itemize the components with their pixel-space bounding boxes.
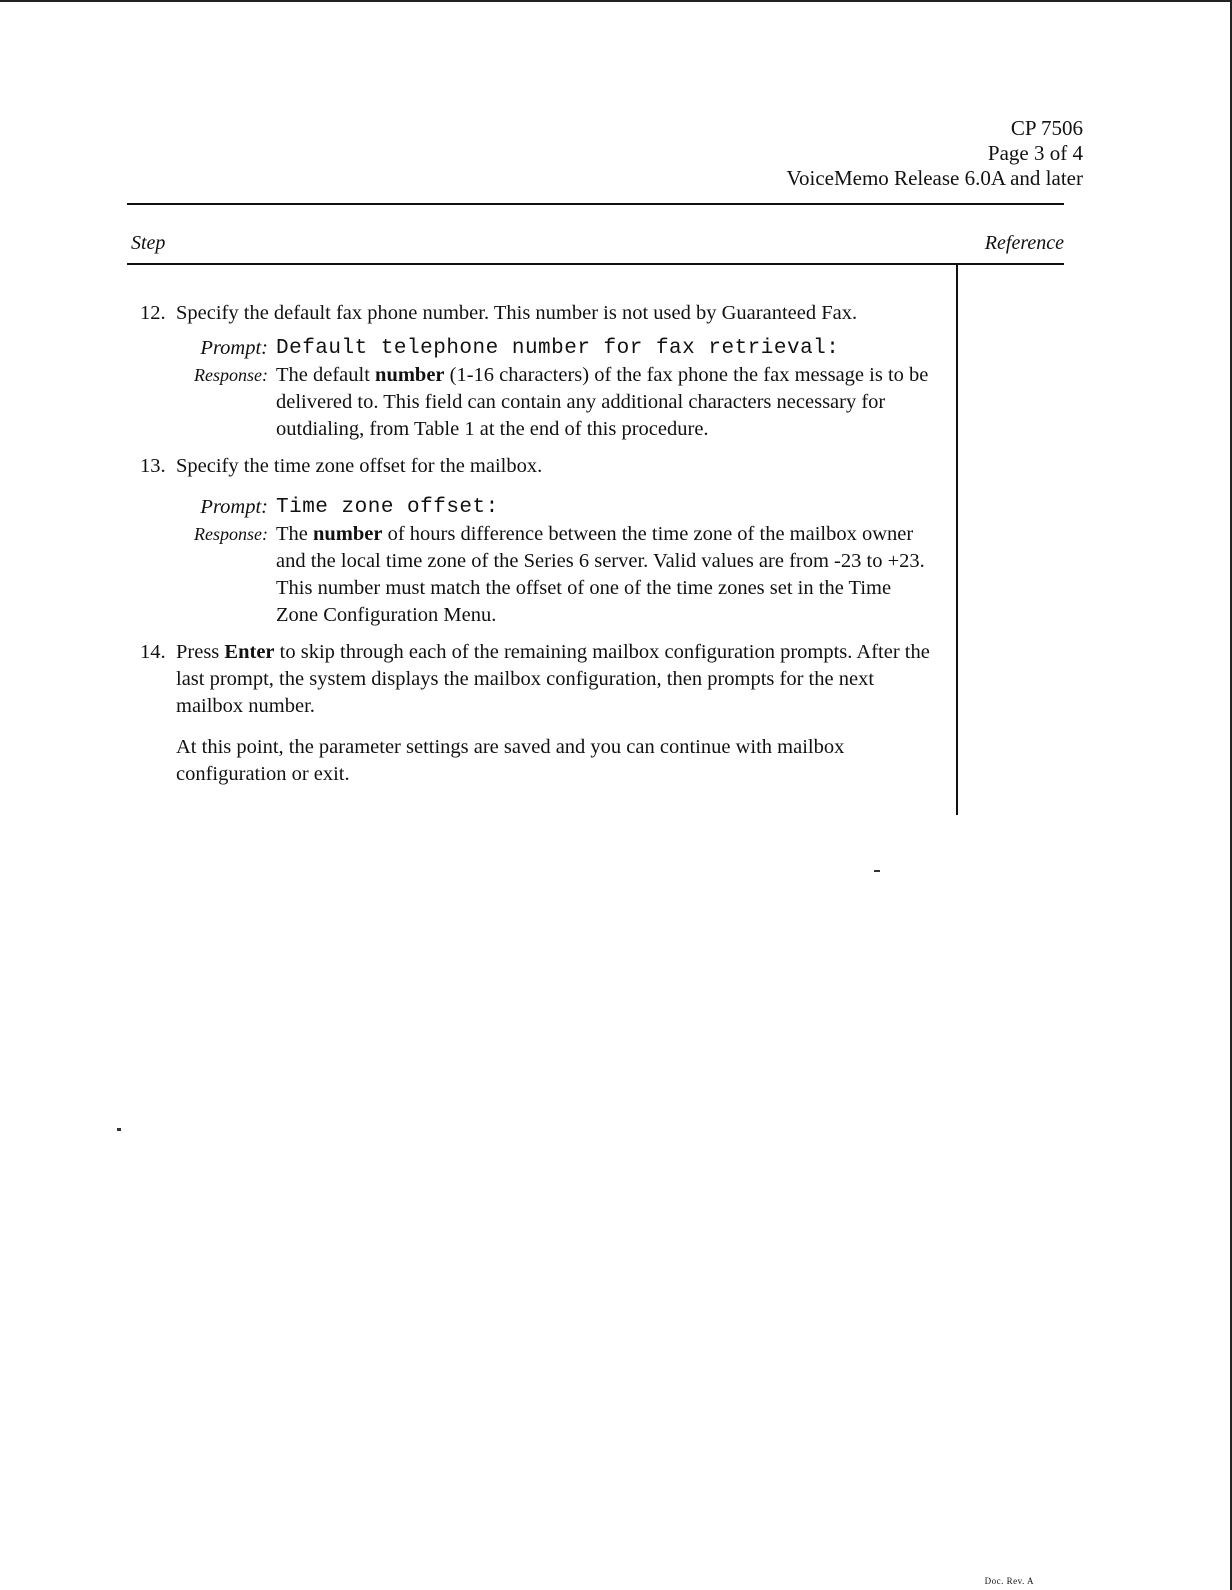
prompt-label: Prompt: bbox=[200, 337, 268, 359]
step-column-heading: Step bbox=[131, 232, 166, 254]
response-text bbox=[276, 362, 930, 443]
page-number: Page 3 of 4 bbox=[987, 141, 1083, 165]
response-keyword: number bbox=[313, 523, 383, 545]
instruction-start: Press bbox=[176, 641, 225, 663]
response-row bbox=[176, 521, 930, 629]
instruction-end: to skip through each of the remaining mailbox configuration prompts. After the last prompt, the system displays the mailbox configuration, then prompts for the next mailbox number. bbox=[176, 641, 930, 717]
document-revision: Doc. Rev. A bbox=[984, 1576, 1034, 1586]
step-number: 12. bbox=[140, 302, 166, 324]
header-rule bbox=[127, 203, 1064, 205]
response-text bbox=[276, 521, 930, 629]
response-keyword: number bbox=[375, 364, 445, 386]
response-label: Response: bbox=[194, 365, 268, 385]
response-row bbox=[176, 362, 930, 443]
scan-mark bbox=[874, 870, 880, 872]
step-instruction bbox=[176, 639, 930, 720]
prompt-row bbox=[176, 335, 930, 362]
doc-id: CP 7506 bbox=[1010, 116, 1083, 140]
response-text-end: (1-16 characters) of the fax phone the fax message is to be delivered to. This field can contain any additional characters necessary for outdialing, from Table 1 at the end of this procedure. bbox=[276, 364, 929, 440]
step-12 bbox=[130, 300, 930, 443]
prompt-text: Default telephone number for fax retrieval: bbox=[276, 337, 840, 360]
step-instruction: Specify the default fax phone number. This number is not used by Guaranteed Fax. bbox=[176, 302, 858, 324]
prompt-row bbox=[176, 494, 930, 521]
response-text-start: The bbox=[276, 523, 313, 545]
scan-mark bbox=[117, 1128, 121, 1131]
step-number: 13. bbox=[140, 455, 166, 477]
step-13 bbox=[130, 453, 930, 629]
step-14 bbox=[130, 639, 930, 788]
response-text-start: The default bbox=[276, 364, 376, 386]
enter-key-label: Enter bbox=[224, 641, 275, 663]
step-number: 14. bbox=[140, 641, 166, 663]
reference-column-heading: Reference bbox=[984, 232, 1064, 254]
prompt-text: Time zone offset: bbox=[276, 496, 499, 519]
column-header-rule bbox=[127, 263, 1064, 265]
procedure-body bbox=[130, 300, 930, 798]
response-text-end: of hours difference between the time zone of the mailbox owner and the local time zone of the Series 6 server. Valid values are from -23 to +23. This number must match the offset of one of the time zones set in the Time Zone Configuration Menu. bbox=[276, 523, 925, 626]
reference-column-divider bbox=[956, 263, 958, 815]
response-label: Response: bbox=[194, 524, 268, 544]
page-header bbox=[787, 116, 1083, 191]
step-note: At this point, the parameter settings are saved and you can continue with mailbox configuration or exit. bbox=[176, 736, 845, 785]
step-instruction: Specify the time zone offset for the mailbox. bbox=[176, 455, 543, 477]
release-info: VoiceMemo Release 6.0A and later bbox=[786, 166, 1083, 190]
prompt-label: Prompt: bbox=[200, 496, 268, 518]
